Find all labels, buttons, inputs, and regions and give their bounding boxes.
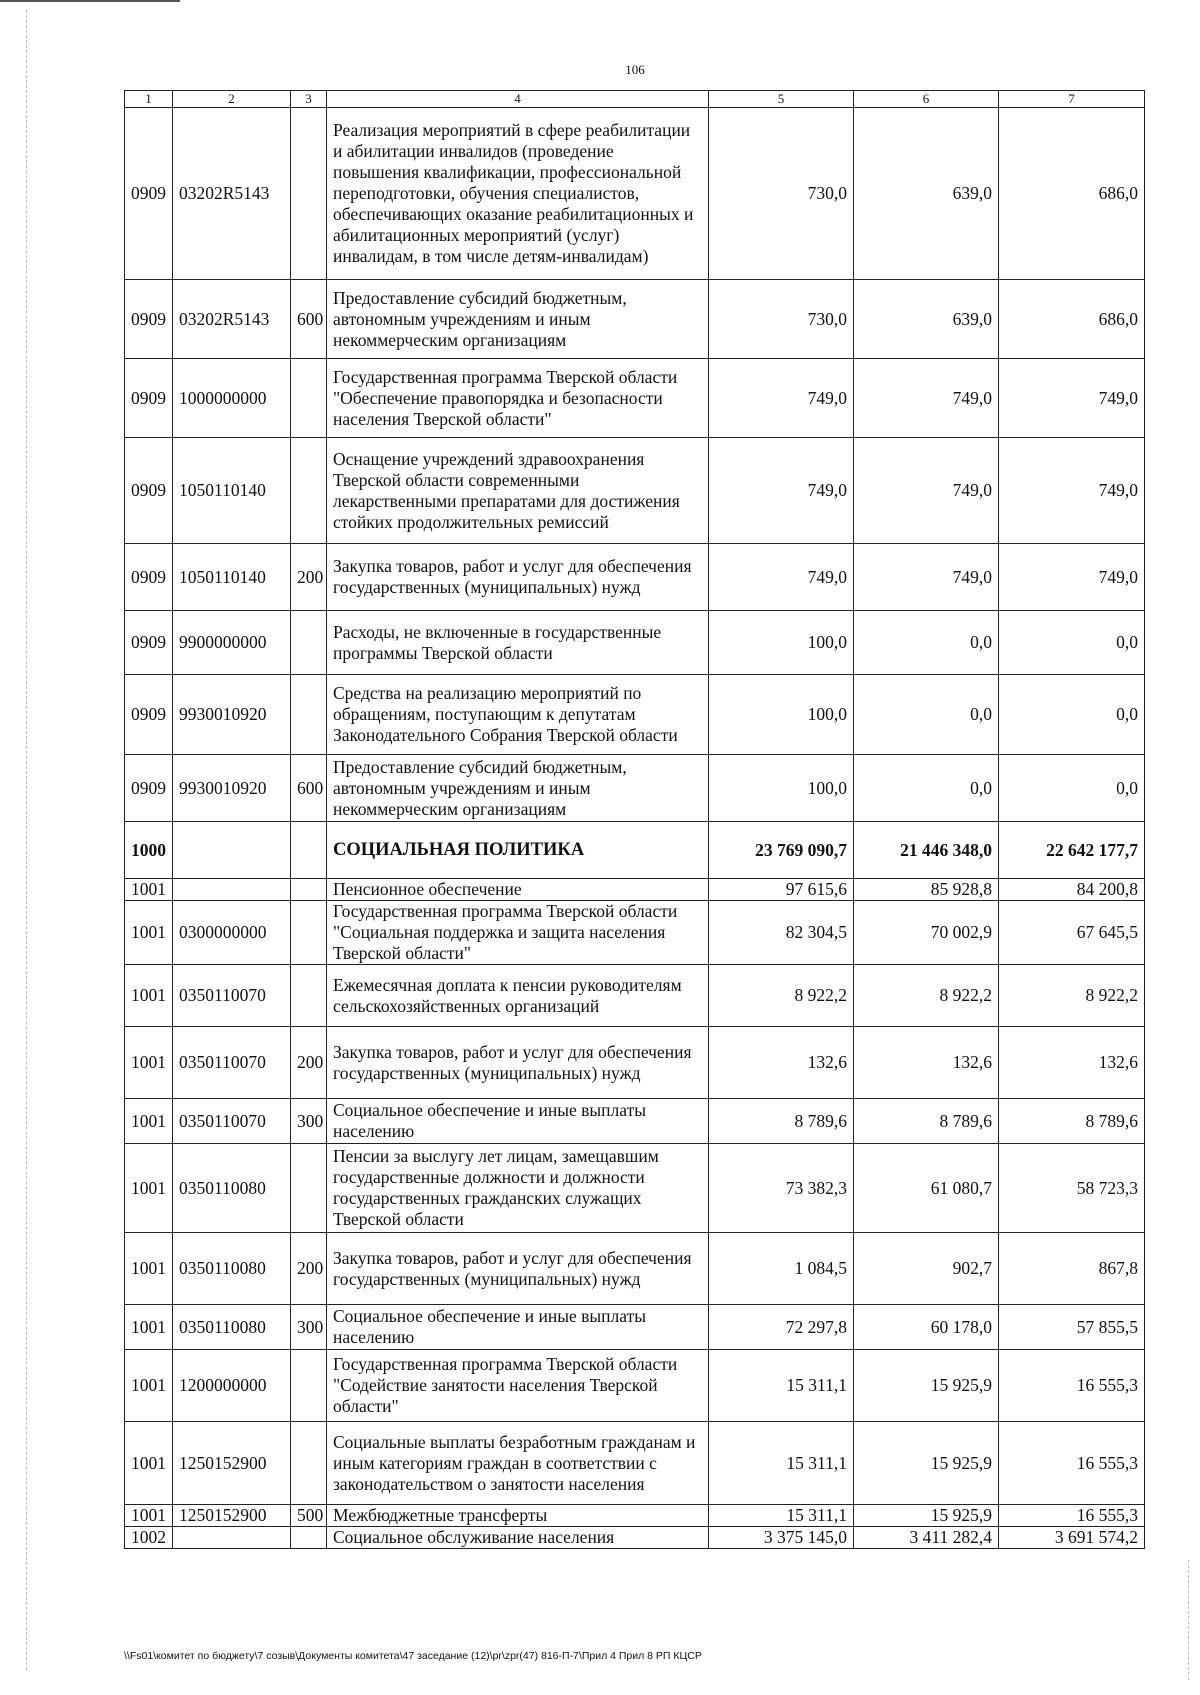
scan-margin-line <box>26 10 28 1670</box>
amount-year-1: 100,0 <box>709 675 854 755</box>
target-article-code: 0350110070 <box>173 1099 291 1144</box>
section-code: 1000 <box>125 822 173 879</box>
expense-type-code: 200 <box>291 1233 327 1305</box>
target-article-code: 1200000000 <box>173 1350 291 1422</box>
amount-year-1: 15 311,1 <box>709 1505 854 1527</box>
item-name: Закупка товаров, работ и услуг для обеспечения государственных (муниципальных) нужд <box>327 1027 709 1099</box>
amount-year-2: 60 178,0 <box>854 1305 999 1350</box>
table-row <box>125 438 1145 544</box>
amount-year-1: 730,0 <box>709 108 854 280</box>
amount-year-2: 3 411 282,4 <box>854 1527 999 1549</box>
amount-year-1: 23 769 090,7 <box>709 822 854 879</box>
section-code: 1001 <box>125 1027 173 1099</box>
item-name: Пенсионное обеспечение <box>327 879 709 901</box>
amount-year-3: 57 855,5 <box>999 1305 1145 1350</box>
amount-year-3: 16 555,3 <box>999 1422 1145 1505</box>
column-number: 5 <box>709 91 854 108</box>
amount-year-2: 132,6 <box>854 1027 999 1099</box>
section-code: 1001 <box>125 1422 173 1505</box>
amount-year-3: 8 922,2 <box>999 965 1145 1027</box>
target-article-code: 0350110070 <box>173 965 291 1027</box>
amount-year-3: 686,0 <box>999 108 1145 280</box>
table-row <box>125 965 1145 1027</box>
amount-year-1: 82 304,5 <box>709 901 854 965</box>
item-name: Реализация мероприятий в сфере реабилитации и абилитации инвалидов (проведение повышения квалификации, профессиональной переподготовки, обучения специалистов, обеспечивающих оказание реабилитационных и абилитационных мероприятий (услуг) инвалидам, в том числе детям-инвалидам) <box>327 108 709 280</box>
table-row <box>125 1350 1145 1422</box>
table-row <box>125 1305 1145 1350</box>
amount-year-2: 8 922,2 <box>854 965 999 1027</box>
expense-type-code: 200 <box>291 1027 327 1099</box>
amount-year-3: 749,0 <box>999 359 1145 438</box>
column-number: 6 <box>854 91 999 108</box>
table-row <box>125 822 1145 879</box>
amount-year-2: 0,0 <box>854 675 999 755</box>
column-number: 4 <box>327 91 709 108</box>
item-name: Предоставление субсидий бюджетным, автономным учреждениям и иным некоммерческим организациям <box>327 755 709 822</box>
amount-year-2: 8 789,6 <box>854 1099 999 1144</box>
item-name: Закупка товаров, работ и услуг для обеспечения государственных (муниципальных) нужд <box>327 1233 709 1305</box>
amount-year-2: 639,0 <box>854 280 999 359</box>
table-row <box>125 544 1145 611</box>
amount-year-2: 21 446 348,0 <box>854 822 999 879</box>
amount-year-1: 100,0 <box>709 755 854 822</box>
amount-year-2: 15 925,9 <box>854 1422 999 1505</box>
table-row <box>125 359 1145 438</box>
table-header-row <box>125 91 1145 108</box>
target-article-code: 1050110140 <box>173 544 291 611</box>
amount-year-3: 84 200,8 <box>999 879 1145 901</box>
expense-type-code <box>291 359 327 438</box>
section-code: 1002 <box>125 1527 173 1549</box>
amount-year-2: 749,0 <box>854 544 999 611</box>
table-row <box>125 1527 1145 1549</box>
expense-type-code <box>291 965 327 1027</box>
expense-type-code <box>291 675 327 755</box>
item-name: Государственная программа Тверской области "Обеспечение правопорядка и безопасности населения Тверской области" <box>327 359 709 438</box>
amount-year-3: 0,0 <box>999 675 1145 755</box>
item-name: Социальное обеспечение и иные выплаты населению <box>327 1305 709 1350</box>
amount-year-2: 15 925,9 <box>854 1505 999 1527</box>
column-number: 2 <box>173 91 291 108</box>
expense-type-code <box>291 1144 327 1233</box>
section-code: 0909 <box>125 438 173 544</box>
amount-year-3: 0,0 <box>999 755 1145 822</box>
section-code: 0909 <box>125 611 173 675</box>
section-code: 0909 <box>125 108 173 280</box>
amount-year-2: 749,0 <box>854 438 999 544</box>
amount-year-1: 72 297,8 <box>709 1305 854 1350</box>
amount-year-3: 16 555,3 <box>999 1350 1145 1422</box>
amount-year-1: 8 789,6 <box>709 1099 854 1144</box>
item-name: Социальное обслуживание населения <box>327 1527 709 1549</box>
amount-year-2: 0,0 <box>854 611 999 675</box>
item-name: Пенсии за выслугу лет лицам, замещавшим государственные должности и должности государственных гражданских служащих Тверской области <box>327 1144 709 1233</box>
item-name: Государственная программа Тверской области "Содействие занятости населения Тверской области" <box>327 1350 709 1422</box>
table-row <box>125 1505 1145 1527</box>
section-code: 1001 <box>125 1233 173 1305</box>
table-row <box>125 611 1145 675</box>
amount-year-2: 749,0 <box>854 359 999 438</box>
amount-year-1: 3 375 145,0 <box>709 1527 854 1549</box>
section-code: 1001 <box>125 965 173 1027</box>
page-number: 106 <box>625 62 645 77</box>
amount-year-3: 67 645,5 <box>999 901 1145 965</box>
item-name: Государственная программа Тверской области "Социальная поддержка и защита населения Тверской области" <box>327 901 709 965</box>
amount-year-1: 1 084,5 <box>709 1233 854 1305</box>
target-article-code: 0350110080 <box>173 1233 291 1305</box>
expense-type-code <box>291 1527 327 1549</box>
target-article-code: 1050110140 <box>173 438 291 544</box>
amount-year-3: 58 723,3 <box>999 1144 1145 1233</box>
table-row <box>125 108 1145 280</box>
expense-type-code <box>291 901 327 965</box>
section-code: 0909 <box>125 544 173 611</box>
amount-year-3: 16 555,3 <box>999 1505 1145 1527</box>
target-article-code <box>173 1527 291 1549</box>
amount-year-1: 100,0 <box>709 611 854 675</box>
table-row <box>125 879 1145 901</box>
table-row <box>125 675 1145 755</box>
expense-type-code <box>291 1350 327 1422</box>
amount-year-3: 22 642 177,7 <box>999 822 1145 879</box>
expense-type-code <box>291 611 327 675</box>
table-row <box>125 1027 1145 1099</box>
amount-year-1: 73 382,3 <box>709 1144 854 1233</box>
column-number: 3 <box>291 91 327 108</box>
item-name: СОЦИАЛЬНАЯ ПОЛИТИКА <box>327 822 709 879</box>
expense-type-code: 300 <box>291 1305 327 1350</box>
amount-year-2: 0,0 <box>854 755 999 822</box>
section-code: 1001 <box>125 1505 173 1527</box>
amount-year-1: 749,0 <box>709 438 854 544</box>
target-article-code <box>173 822 291 879</box>
target-article-code: 1250152900 <box>173 1422 291 1505</box>
item-name: Социальные выплаты безработным гражданам и иным категориям граждан в соответствии с законодательством о занятости населения <box>327 1422 709 1505</box>
scan-edge-mark <box>0 0 180 2</box>
amount-year-3: 686,0 <box>999 280 1145 359</box>
amount-year-3: 867,8 <box>999 1233 1145 1305</box>
item-name: Межбюджетные трансферты <box>327 1505 709 1527</box>
amount-year-1: 97 615,6 <box>709 879 854 901</box>
table-row <box>125 1233 1145 1305</box>
amount-year-2: 639,0 <box>854 108 999 280</box>
expense-type-code <box>291 822 327 879</box>
target-article-code: 1250152900 <box>173 1505 291 1527</box>
budget-table <box>124 90 1145 1549</box>
amount-year-3: 3 691 574,2 <box>999 1527 1145 1549</box>
amount-year-3: 0,0 <box>999 611 1145 675</box>
amount-year-1: 749,0 <box>709 544 854 611</box>
target-article-code: 03202R5143 <box>173 108 291 280</box>
section-code: 0909 <box>125 675 173 755</box>
item-name: Оснащение учреждений здравоохранения Тверской области современными лекарственными препаратами для достижения стойких продолжительных ремиссий <box>327 438 709 544</box>
item-name: Ежемесячная доплата к пенсии руководителям сельскохозяйственных организаций <box>327 965 709 1027</box>
amount-year-2: 85 928,8 <box>854 879 999 901</box>
section-code: 0909 <box>125 280 173 359</box>
expense-type-code <box>291 879 327 901</box>
amount-year-1: 132,6 <box>709 1027 854 1099</box>
target-article-code: 9930010920 <box>173 755 291 822</box>
table-row <box>125 1422 1145 1505</box>
amount-year-1: 749,0 <box>709 359 854 438</box>
target-article-code: 0350110080 <box>173 1144 291 1233</box>
amount-year-2: 61 080,7 <box>854 1144 999 1233</box>
table-row <box>125 280 1145 359</box>
amount-year-2: 15 925,9 <box>854 1350 999 1422</box>
amount-year-3: 132,6 <box>999 1027 1145 1099</box>
amount-year-2: 70 002,9 <box>854 901 999 965</box>
amount-year-3: 749,0 <box>999 544 1145 611</box>
file-path-footer: \\Fs01\комитет по бюджету\7 созыв\Документы комитета\47 заседание (12)\pr\zpr(47) 816-П-7\Прил 4 Прил 8 РП КЦСР <box>124 1650 702 1662</box>
section-code: 1001 <box>125 901 173 965</box>
amount-year-2: 902,7 <box>854 1233 999 1305</box>
target-article-code: 9930010920 <box>173 675 291 755</box>
target-article-code <box>173 879 291 901</box>
target-article-code: 9900000000 <box>173 611 291 675</box>
target-article-code: 1000000000 <box>173 359 291 438</box>
target-article-code: 0350110080 <box>173 1305 291 1350</box>
table-row <box>125 901 1145 965</box>
item-name: Предоставление субсидий бюджетным, автономным учреждениям и иным некоммерческим организациям <box>327 280 709 359</box>
expense-type-code <box>291 438 327 544</box>
item-name: Социальное обеспечение и иные выплаты населению <box>327 1099 709 1144</box>
column-number: 7 <box>999 91 1145 108</box>
section-code: 1001 <box>125 1099 173 1144</box>
amount-year-1: 730,0 <box>709 280 854 359</box>
target-article-code: 0300000000 <box>173 901 291 965</box>
table-row <box>125 755 1145 822</box>
section-code: 0909 <box>125 755 173 822</box>
table-row <box>125 1099 1145 1144</box>
section-code: 1001 <box>125 1350 173 1422</box>
amount-year-3: 749,0 <box>999 438 1145 544</box>
expense-type-code <box>291 1422 327 1505</box>
item-name: Закупка товаров, работ и услуг для обеспечения государственных (муниципальных) нужд <box>327 544 709 611</box>
table-row <box>125 1144 1145 1233</box>
amount-year-3: 8 789,6 <box>999 1099 1145 1144</box>
expense-type-code: 600 <box>291 280 327 359</box>
target-article-code: 03202R5143 <box>173 280 291 359</box>
amount-year-1: 8 922,2 <box>709 965 854 1027</box>
amount-year-1: 15 311,1 <box>709 1422 854 1505</box>
expense-type-code: 300 <box>291 1099 327 1144</box>
expense-type-code <box>291 108 327 280</box>
expense-type-code: 200 <box>291 544 327 611</box>
section-code: 0909 <box>125 359 173 438</box>
section-code: 1001 <box>125 879 173 901</box>
expense-type-code: 600 <box>291 755 327 822</box>
amount-year-1: 15 311,1 <box>709 1350 854 1422</box>
section-code: 1001 <box>125 1144 173 1233</box>
section-code: 1001 <box>125 1305 173 1350</box>
expense-type-code: 500 <box>291 1505 327 1527</box>
item-name: Расходы, не включенные в государственные программы Тверской области <box>327 611 709 675</box>
scan-margin-line-right <box>1188 1560 1190 1680</box>
column-number: 1 <box>125 91 173 108</box>
item-name: Средства на реализацию мероприятий по обращениям, поступающим к депутатам Законодательного Собрания Тверской области <box>327 675 709 755</box>
target-article-code: 0350110070 <box>173 1027 291 1099</box>
